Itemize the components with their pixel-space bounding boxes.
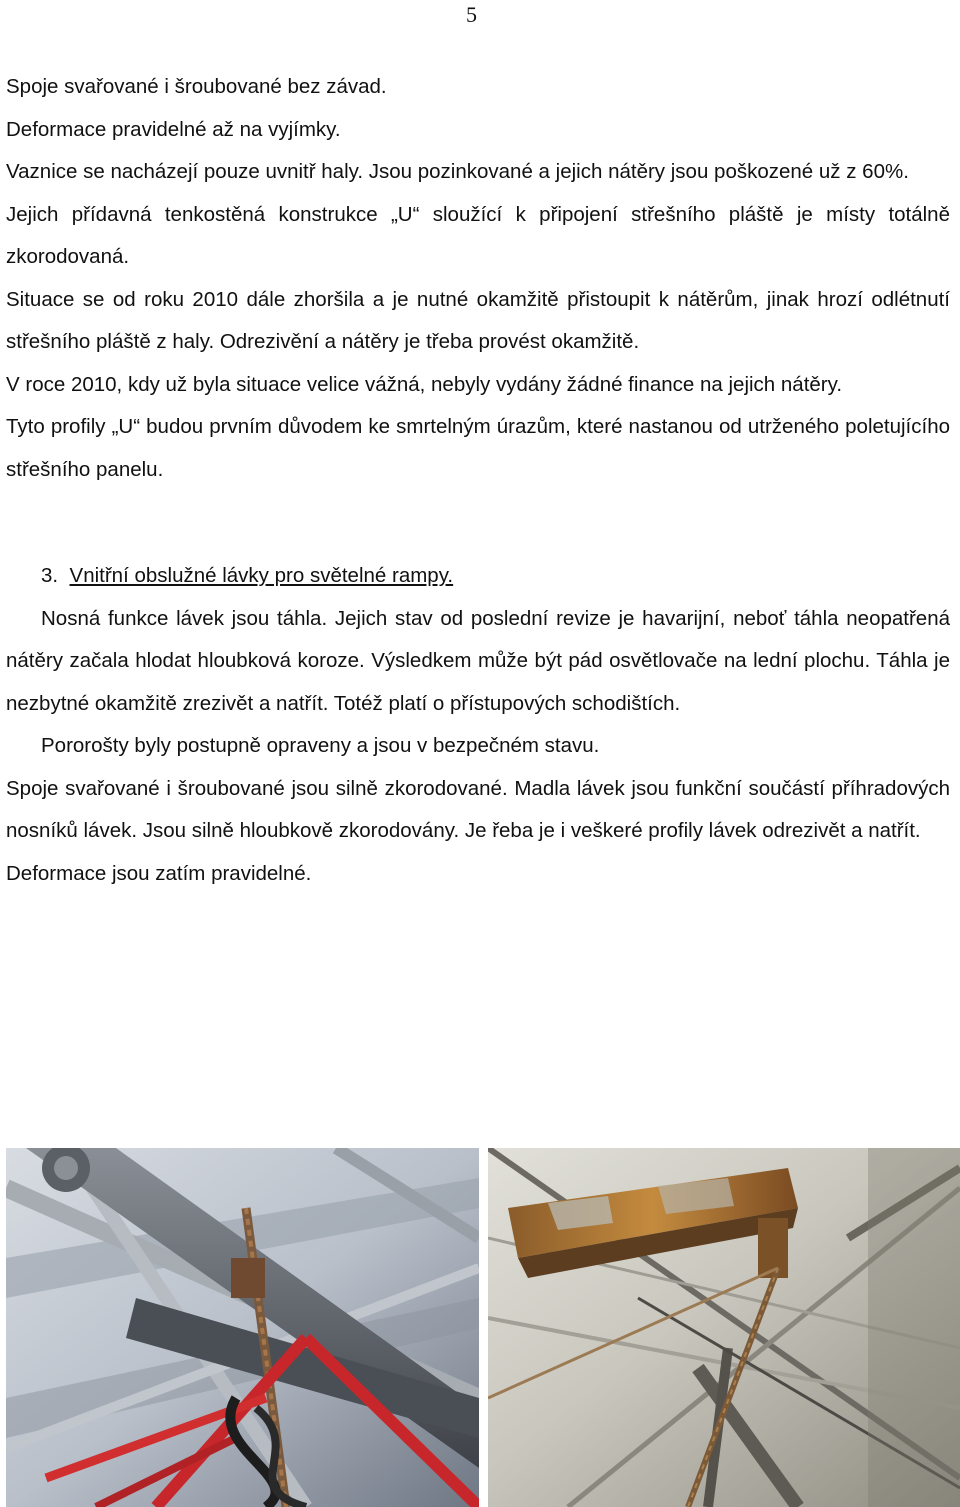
- paragraph-joints-corroded: Spoje svařované i šroubované jsou silně zkorodované. Madla lávek jsou funkční součástí příhradových nosníků lávek. Jsou silně hloubkově zkorodovány. Je řeba je i veškeré profily lávek odrezivět a natřít.: [6, 776, 950, 842]
- paragraph-finances: V roce 2010, kdy už byla situace velice vážná, nebyly vydány žádné finance na jejich nátěry.: [6, 372, 843, 396]
- paragraph-situation-2010: Situace se od roku 2010 dále zhoršila a je nutné okamžitě přistoupit k nátěrům, jinak hrozí odlétnutí střešního pláště z haly. Odrezivění a nátěry je třeba provést okamžitě.: [6, 287, 950, 353]
- paragraph-u-profile: Jejich přídavná tenkostěná konstrukce „U“ sloužící k připojení střešního pláště je místy totálně zkorodovaná.: [6, 202, 950, 268]
- photo-corroded-u-profile: [488, 1148, 960, 1507]
- paragraph-danger: Tyto profily „U“ budou prvním důvodem ke smrtelným úrazům, které nastanou od utrženého poletujícího střešního panelu.: [6, 415, 950, 481]
- photo-corroded-tie-rod: [6, 1148, 479, 1507]
- paragraph-purlins: Vaznice se nacházejí pouze uvnitř haly. Jsou pozinkované a jejich nátěry jsou poškozené už z 60%.: [6, 160, 909, 183]
- section-number: 3.: [41, 564, 59, 587]
- paragraph-deformations: Deformace pravidelné až na vyjímky.: [6, 117, 341, 141]
- photo-tie-rod-image: [6, 1148, 479, 1507]
- document-body: [6, 66, 950, 895]
- paragraph-tie-rods: Nosná funkce lávek jsou táhla. Jejich stav od poslední revize je havarijní, neboť táhla neopatřená nátěry začala hlodat hloubková koroze. Výsledkem může být pád osvětlovače na lední plochu. Táhla je nezbytné okamžitě zrezivět a natřít. Totéž platí o přístupových schodištích.: [6, 606, 950, 715]
- section-spacer: [6, 491, 950, 555]
- section-title: Vnitřní obslužné lávky pro světelné rampy.: [69, 564, 454, 587]
- paragraph-deformations-regular: Deformace jsou zatím pravidelné.: [6, 861, 312, 885]
- section-heading: [6, 555, 950, 598]
- paragraph-joints: Spoje svařované i šroubované bez závad.: [6, 75, 387, 98]
- paragraph-gratings: Pororošty byly postupně opraveny a jsou v bezpečném stavu.: [41, 734, 600, 757]
- photo-u-profile-image: [488, 1148, 960, 1507]
- page-number: 5: [466, 2, 477, 27]
- photo-row: [6, 1148, 960, 1507]
